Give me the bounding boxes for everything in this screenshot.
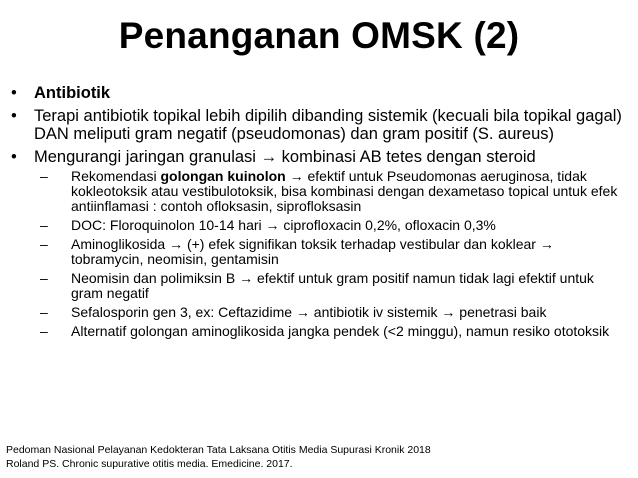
bullet-marker: • bbox=[11, 148, 17, 166]
bullet-text: Antibiotik bbox=[34, 84, 111, 102]
arrow-icon: → bbox=[289, 168, 304, 184]
bullet-antibiotik bbox=[10, 84, 630, 102]
arrow-icon: → bbox=[260, 148, 278, 166]
sub-bullet-neomisin bbox=[10, 271, 630, 301]
arrow-icon: → bbox=[441, 304, 456, 320]
dash-marker: – bbox=[40, 236, 48, 252]
arrow-icon: → bbox=[169, 236, 184, 252]
sub-bullet-text: Alternatif golongan aminoglikosida jangka pendek (<2 minggu), namun resiko ototoksik bbox=[71, 323, 610, 339]
references bbox=[6, 443, 626, 471]
sub-bullet-text: Rekomendasi bbox=[71, 168, 161, 184]
sub-bullet-text: Sefalosporin gen 3, ex: Ceftazidime bbox=[71, 304, 296, 320]
slide-content bbox=[10, 84, 630, 343]
bullet-marker: • bbox=[11, 107, 17, 125]
dash-marker: – bbox=[40, 168, 48, 184]
slide-title: Penanganan OMSK (2) bbox=[118, 15, 520, 56]
bullet-text: Terapi antibiotik topikal lebih dipilih dibanding sistemik (kecuali bila topikal gagal) DAN meliputi gram negatif (pseudomonas) dan gram positif (S. aureus) bbox=[34, 107, 622, 143]
dash-marker: – bbox=[40, 323, 48, 339]
sub-bullet-kuinolon bbox=[10, 169, 630, 214]
sub-bullet-text: (+) efek signifikan toksik terhadap vestibular dan koklear bbox=[183, 236, 540, 252]
sub-bullet-aminoglikosida bbox=[10, 237, 630, 267]
arrow-icon: → bbox=[239, 270, 254, 286]
bullet-terapi bbox=[10, 107, 630, 143]
sub-bullet-alternatif bbox=[10, 324, 630, 339]
bullet-text: kombinasi AB tetes dengan steroid bbox=[277, 148, 536, 166]
sub-bullet-text: Neomisin dan polimiksin B bbox=[71, 270, 240, 286]
arrow-icon: → bbox=[295, 304, 310, 320]
sub-bullet-bold: golongan kuinolon bbox=[160, 168, 286, 184]
arrow-icon: → bbox=[265, 217, 280, 233]
reference-item: Pedoman Nasional Pelayanan Kedokteran Tata Laksana Otitis Media Supurasi Kronik 2018 bbox=[6, 444, 431, 456]
arrow-icon: → bbox=[539, 236, 554, 252]
sub-bullet-text: DOC: Floroquinolon 10-14 hari bbox=[71, 217, 266, 233]
sub-bullet-text: efektif untuk Pseudomonas aeruginosa, tidak kokleotoksik atau vestibulotoksik, bisa kombinasi dengan dexametaso topical untuk efek antiinflamasi : contoh ofloksasin, siprofloksasin bbox=[71, 168, 618, 214]
sub-bullet-text: penetrasi baik bbox=[455, 304, 547, 320]
dash-marker: – bbox=[40, 270, 48, 286]
sub-bullet-text: tobramycin, neomisin, gentamisin bbox=[71, 251, 279, 267]
dash-marker: – bbox=[40, 304, 48, 320]
dash-marker: – bbox=[40, 217, 48, 233]
sub-bullet-text: antibiotik iv sistemik bbox=[309, 304, 442, 320]
bullet-marker: • bbox=[11, 84, 17, 102]
sub-bullet-doc bbox=[10, 218, 630, 233]
bullet-text: Mengurangi jaringan granulasi bbox=[34, 148, 261, 166]
sub-bullet-text: Aminoglikosida bbox=[71, 236, 170, 252]
sub-bullet-text: efektif untuk gram positif namun tidak lagi efektif untuk gram negatif bbox=[71, 270, 594, 301]
sub-bullet-text: ciprofloxacin 0,2%, ofloxacin 0,3% bbox=[279, 217, 496, 233]
reference-item: Roland PS. Chronic supurative otitis media. Emedicine. 2017. bbox=[6, 458, 293, 470]
bullet-granulasi bbox=[10, 148, 630, 166]
sub-bullet-sefalosporin bbox=[10, 305, 630, 320]
